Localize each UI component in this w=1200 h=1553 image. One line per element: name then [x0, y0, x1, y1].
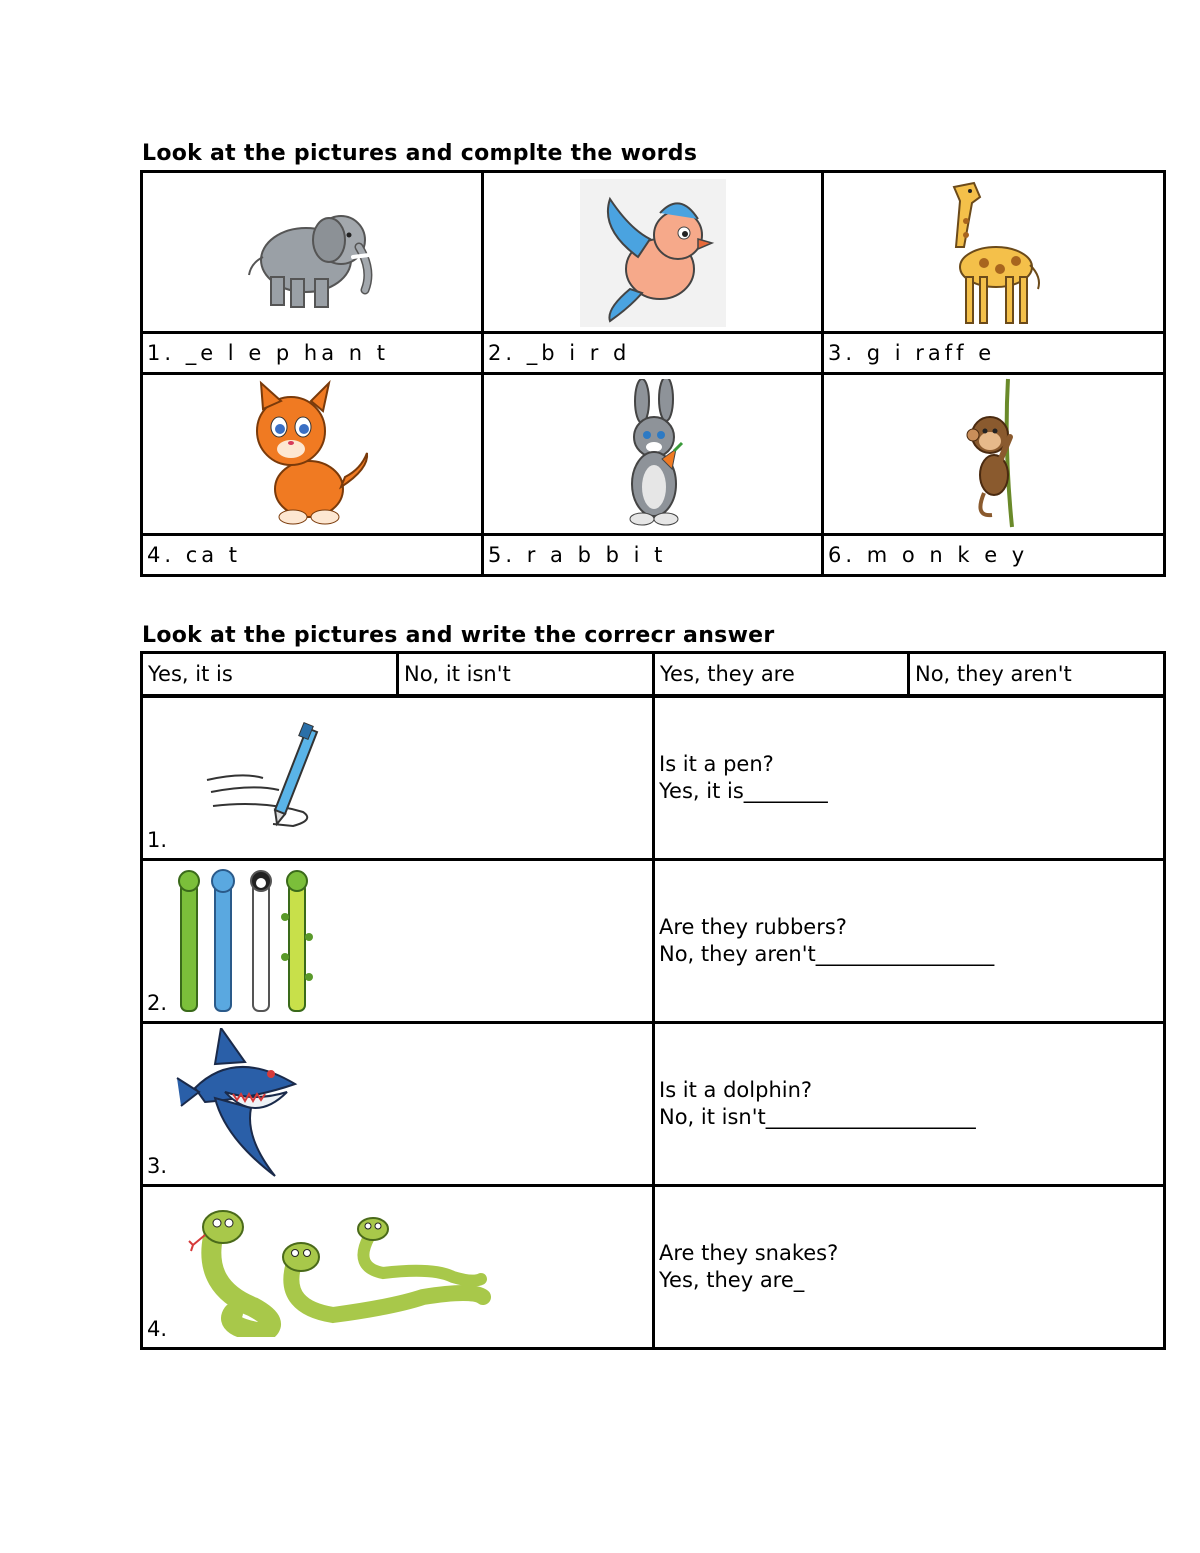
section1-heading: Look at the pictures and complte the words [142, 141, 698, 166]
option-no-it-isnt: No, it isn't [398, 653, 654, 696]
question-2-picture-cell [142, 860, 654, 1023]
option-yes-it-is: Yes, it is [142, 653, 398, 696]
question-3-number: 3. [147, 1154, 168, 1178]
giraffe-icon [934, 177, 1054, 329]
option-yes-they-are: Yes, they are [654, 653, 909, 696]
question-4-text-cell [654, 1186, 1165, 1349]
question-1-answer: Yes, it is________ [659, 779, 828, 803]
cat-icon [249, 379, 379, 529]
bird-icon [580, 179, 726, 327]
word-label-1: 1. _e l e p ha n t [142, 333, 483, 374]
option-no-they-arent: No, they aren't [909, 653, 1165, 696]
question-3-text-cell [654, 1023, 1165, 1186]
answer-options-table [140, 651, 1166, 697]
question-2-text: Are they rubbers? [659, 915, 847, 939]
word-label-6: 6. m o n k e y [823, 535, 1165, 576]
question-4-picture-cell [142, 1186, 654, 1349]
question-2-text-cell [654, 860, 1165, 1023]
monkey-picture-cell [823, 374, 1165, 535]
question-1-number: 1. [147, 828, 168, 852]
vocabulary-table [140, 170, 1166, 577]
rulers-icon [173, 867, 323, 1017]
elephant-picture-cell [142, 172, 483, 333]
question-1-text: Is it a pen? [659, 752, 774, 776]
monkey-icon [964, 377, 1044, 529]
giraffe-picture-cell [823, 172, 1165, 333]
word-label-3: 3. g i raff e [823, 333, 1165, 374]
question-4-text: Are they snakes? [659, 1241, 839, 1265]
questions-table [140, 695, 1166, 1350]
question-4-number: 4. [147, 1317, 168, 1341]
pen-icon [203, 720, 323, 830]
word-label-4: 4. ca t [142, 535, 483, 576]
section2-heading: Look at the pictures and write the correcr answer [142, 623, 775, 648]
bird-picture-cell [483, 172, 823, 333]
word-label-5: 5. r a b b i t [483, 535, 823, 576]
question-1-text-cell [654, 697, 1165, 860]
shark-icon [175, 1028, 305, 1178]
word-label-2: 2. _b i r d [483, 333, 823, 374]
question-3-answer: No, it isn't____________________ [659, 1105, 976, 1129]
snakes-icon [183, 1197, 493, 1337]
question-2-number: 2. [147, 991, 168, 1015]
rabbit-picture-cell [483, 374, 823, 535]
question-3-text: Is it a dolphin? [659, 1078, 813, 1102]
cat-picture-cell [142, 374, 483, 535]
question-1-picture-cell [142, 697, 654, 860]
question-3-picture-cell [142, 1023, 654, 1186]
question-2-answer: No, they aren't_________________ [659, 942, 995, 966]
question-4-answer: Yes, they are_ [659, 1268, 805, 1292]
rabbit-icon [616, 379, 696, 529]
elephant-icon [241, 195, 391, 315]
